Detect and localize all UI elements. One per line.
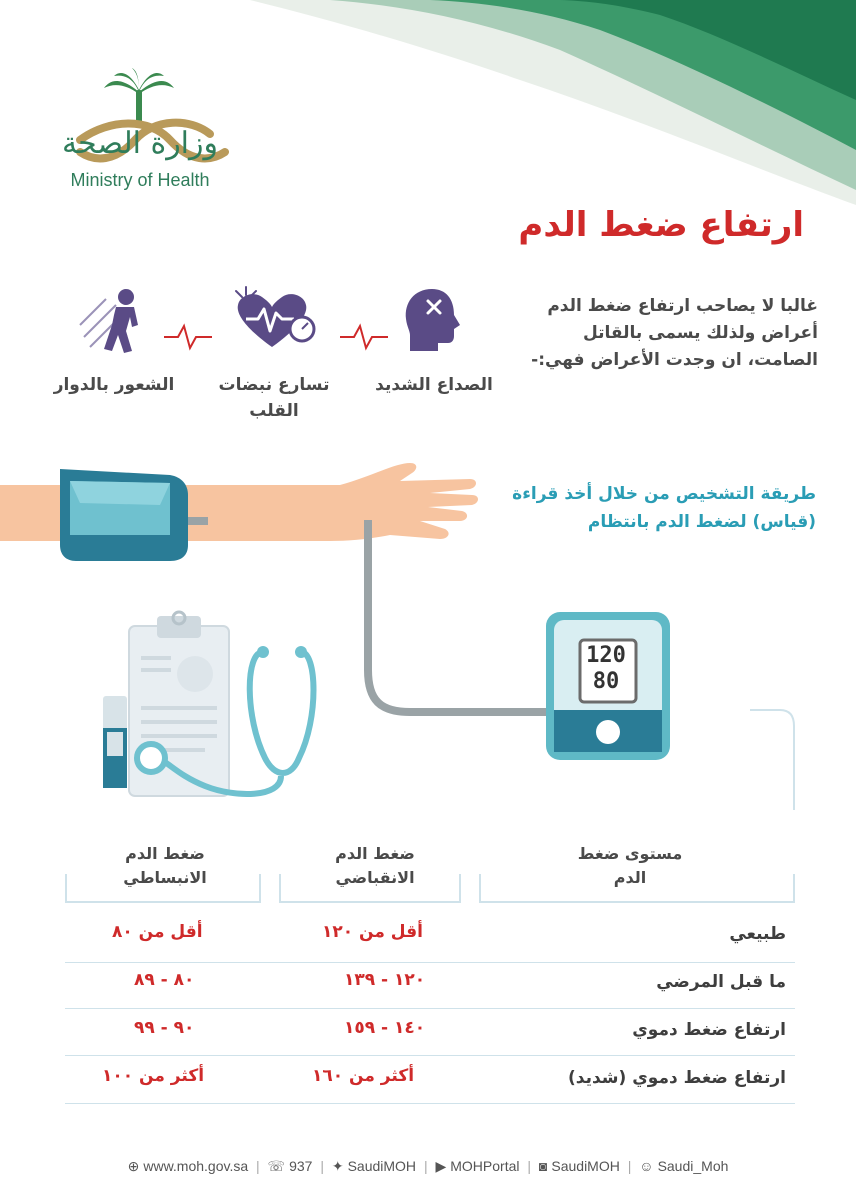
globe-icon: ⊕ (127, 1158, 140, 1174)
table-cell-systolic: أكثر من ١٦٠ (312, 1066, 415, 1086)
footer-separator: | (423, 1158, 428, 1174)
bp-tube-and-monitor (340, 520, 820, 820)
logo-arabic-text: وزارة الصحة (62, 126, 218, 161)
table-row-divider (65, 1008, 795, 1009)
ecg-line-icon (340, 322, 388, 352)
table-row-divider (65, 1055, 795, 1056)
table-cell-diastolic: ٨٠ - ٨٩ (134, 970, 195, 990)
table-row-divider (65, 962, 795, 963)
page-title: ارتفاع ضغط الدم (518, 205, 804, 245)
footer-instagram[interactable]: SaudiMOH (551, 1158, 620, 1174)
table-header-diastolic: ضغط الدم الانبساطي (123, 844, 207, 887)
diagnosis-text: طريقة التشخيص من خلال أخذ قراءة (قياس) لضغط الدم بانتظام (512, 484, 816, 532)
table-row-label: ارتفاع ضغط دموي (632, 1020, 786, 1040)
table-row-label: ما قبل المرضي (656, 972, 786, 992)
table-row-label: ارتفاع ضغط دموي (شديد) (568, 1068, 786, 1088)
footer-phone[interactable]: 937 (289, 1158, 313, 1174)
symptom-dizziness-label: الشعور بالدوار (53, 375, 175, 395)
table-cell-systolic: ١٤٠ - ١٥٩ (344, 1018, 426, 1038)
clipboard-stethoscope-illustration (95, 608, 325, 798)
snapchat-icon: ☺ (639, 1158, 654, 1174)
dizziness-icon (76, 285, 150, 355)
footer-youtube[interactable]: MOHPortal (450, 1158, 520, 1174)
ecg-line-icon (164, 322, 212, 352)
footer-website[interactable]: www.moh.gov.sa (143, 1158, 249, 1174)
twitter-icon: ✦ (331, 1158, 344, 1174)
footer-twitter[interactable]: SaudiMOH (347, 1158, 417, 1174)
footer-snapchat[interactable]: Saudi_Moh (657, 1158, 729, 1174)
instagram-icon: ◙ (538, 1158, 548, 1174)
table-row-label: طبيعي (729, 924, 786, 944)
table-cell-diastolic: أكثر من ١٠٠ (102, 1066, 205, 1086)
table-header-brackets (60, 870, 800, 910)
logo-english-text: Ministry of Health (70, 170, 210, 190)
symptom-headache-label: الصداع الشديد (375, 375, 493, 395)
table-cell-systolic: ١٢٠ - ١٣٩ (344, 970, 426, 990)
heart-rate-icon (224, 283, 324, 353)
phone-icon: ☏ (267, 1158, 286, 1174)
table-header-systolic: ضغط الدم الانقباضي (335, 844, 415, 887)
bp-monitor-systolic-readout: 120 (586, 643, 626, 668)
headache-icon (396, 285, 468, 357)
table-row-divider (65, 1103, 795, 1104)
intro-text: غالبا لا يصاحب ارتفاع ضغط الدم أعراض ولذلك يسمى بالقاتل الصامت، ان وجدت الأعراض فهي:- (531, 296, 818, 370)
table-cell-diastolic: ٩٠ - ٩٩ (134, 1018, 195, 1038)
table-cell-diastolic: أقل من ٨٠ (112, 922, 203, 942)
footer-separator: | (627, 1158, 632, 1174)
footer-separator: | (527, 1158, 532, 1174)
table-header-level: مستوى ضغط الدم (577, 844, 683, 887)
footer-contacts (0, 1158, 856, 1175)
youtube-icon: ▶ (435, 1158, 447, 1174)
bp-monitor-diastolic-readout: 80 (592, 669, 620, 694)
footer-separator: | (256, 1158, 260, 1174)
table-cell-systolic: أقل من ١٢٠ (322, 922, 423, 942)
symptom-heart-rate-label: تسارع نبضات القلب (218, 375, 330, 421)
footer-separator: | (320, 1158, 324, 1174)
